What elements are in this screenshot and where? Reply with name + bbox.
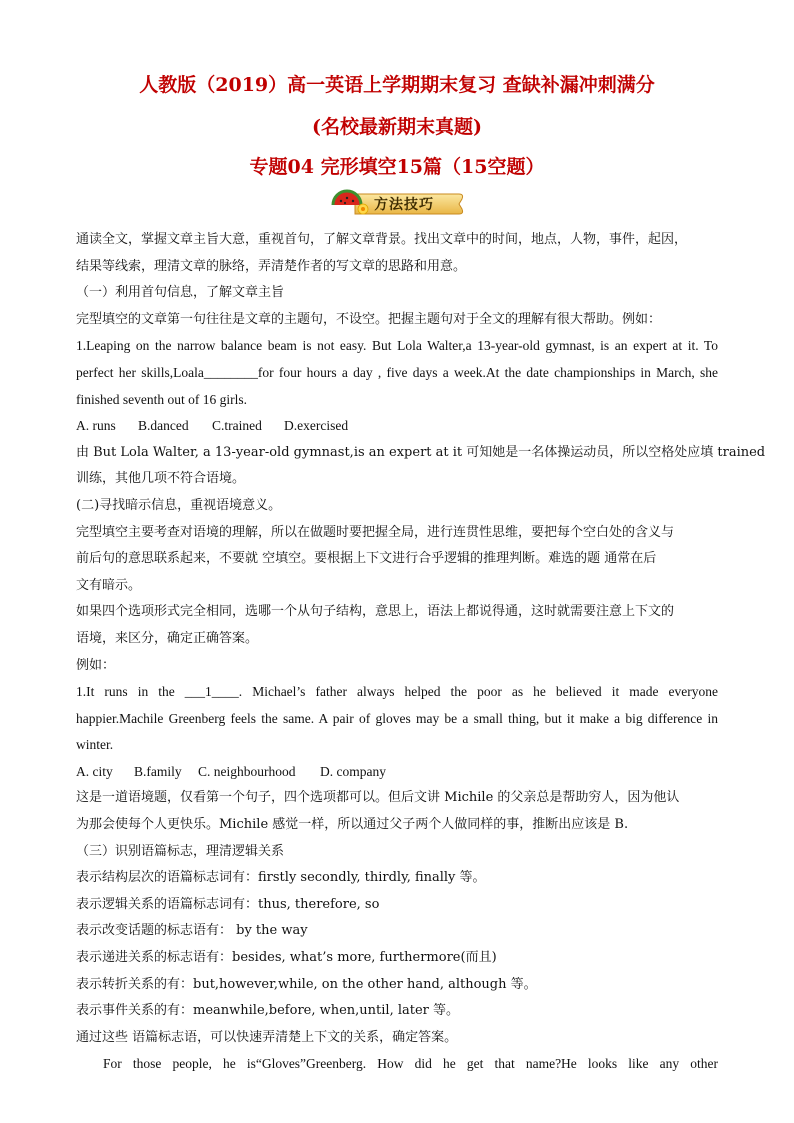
option-d: D. company [320,763,386,779]
explanation-line: 这是一道语境题，仅看第一个句子，四个选项都可以。但后文讲 Michile 的父亲总是帮助穷人，因为他认 [76,790,680,806]
options-row [76,759,718,786]
document-subtitle: (名校最新期末真题) [312,116,482,138]
option-c: C. neighbourhood [198,763,296,779]
example-line: winter. [76,737,114,753]
option-a: A. runs [76,418,116,434]
section-heading: （三）识别语篇标志，理清逻辑关系 [76,843,285,859]
paragraph-line: 通读全文，掌握文章主旨大意，重视首句，了解文章背景。找出文章中的时间，地点，人物，事件，起因， [76,232,688,247]
paragraph-line: 前后句的意思联系起来，不要就 空填空。要根据上下文进行合乎逻辑的推理判断。难选的题 通常在后 [76,551,657,567]
option-a: A. city [76,763,113,779]
example-line: perfect her skills,Loala________for four hours a day , five days a week.At the date championships in March, she [76,364,718,380]
option-b: B.danced [138,418,189,434]
list-item: 表示事件关系的有：meanwhile,before, when,until, later 等。 [76,1003,460,1019]
paragraph-line: 完型填空的文章第一句往往是文章的主题句，不设空。把握主题句对于全文的理解有很大帮助。例如： [76,311,662,327]
passage-line: For those people, he is“Gloves”Greenberg. How did he get that name?He looks like any other [103,1056,718,1072]
document-body [76,227,766,1078]
document-title: 人教版（2019）高一英语上学期期末复习 查缺补漏冲刺满分 [139,74,655,96]
topic-title: 专题04 完形填空15篇（15空题） [249,156,545,178]
explanation-line: 训练，其他几项不符合语境。 [76,471,246,487]
example-line: 1.It runs in the ___1____. Michael’s father always helped the poor as he believed it made everyone [76,684,718,700]
example-line: finished seventh out of 16 girls. [76,391,247,407]
option-d: D.exercised [284,418,349,434]
list-item: 表示结构层次的语篇标志词有：firstly secondly, thirdly, finally 等。 [76,870,486,886]
paragraph-line: 完型填空主要考查对语境的理解，所以在做题时要把握全局，进行连贯性思维，要把每个空白处的含义与 [76,524,675,540]
options-row [76,413,718,440]
list-item: 表示改变话题的标志语有： by the way [76,923,308,939]
example-line: happier.Machile Greenberg feels the same. A pair of gloves may be a small thing, but it make a big difference in [76,710,718,726]
explanation-line: 由 But Lola Walter, a 13-year-old gymnast,is an expert at it 可知她是一名体操运动员，所以空格处应填 trained [76,444,766,460]
paragraph-line: 结果等线索，理清文章的脉络，弄清楚作者的写文章的思路和用意。 [76,258,467,274]
paragraph-line: 语境，来区分，确定正确答案。 [76,630,259,646]
list-item: 表示逻辑关系的语篇标志词有：thus, therefore, so [76,896,380,912]
list-item: 通过这些 语篇标志语，可以快速弄清楚上下文的关系，确定答案。 [76,1029,458,1045]
list-item: 表示转折关系的有：but,however,while, on the other hand, although 等。 [76,976,537,992]
method-tips-badge [327,189,465,219]
badge-label: 方法技巧 [374,197,434,213]
section-heading: （一）利用首句信息，了解文章主旨 [76,285,285,301]
option-c: C.trained [212,418,262,434]
explanation-line: 为那会使每个人更快乐。Michile 感觉一样，所以通过父子两个人做同样的事，推断出应该是 B. [76,817,629,833]
example-line: 1.Leaping on the narrow balance beam is not easy. But Lola Walter,a 13-year-old gymnast, is an expert at it. To [76,338,718,354]
paragraph-line: 文有暗示。 [76,577,142,593]
option-b: B.family [134,763,182,779]
list-item: 表示递进关系的标志语有：besides, what’s more, furthermore(而且) [76,950,497,966]
example-label: 例如： [76,657,116,673]
section-heading: (二)寻找暗示信息，重视语境意义。 [76,497,282,513]
paragraph-line: 如果四个选项形式完全相同，选哪一个从句子结构，意思上，语法上都说得通，这时就需要注意上下文的 [76,604,675,620]
